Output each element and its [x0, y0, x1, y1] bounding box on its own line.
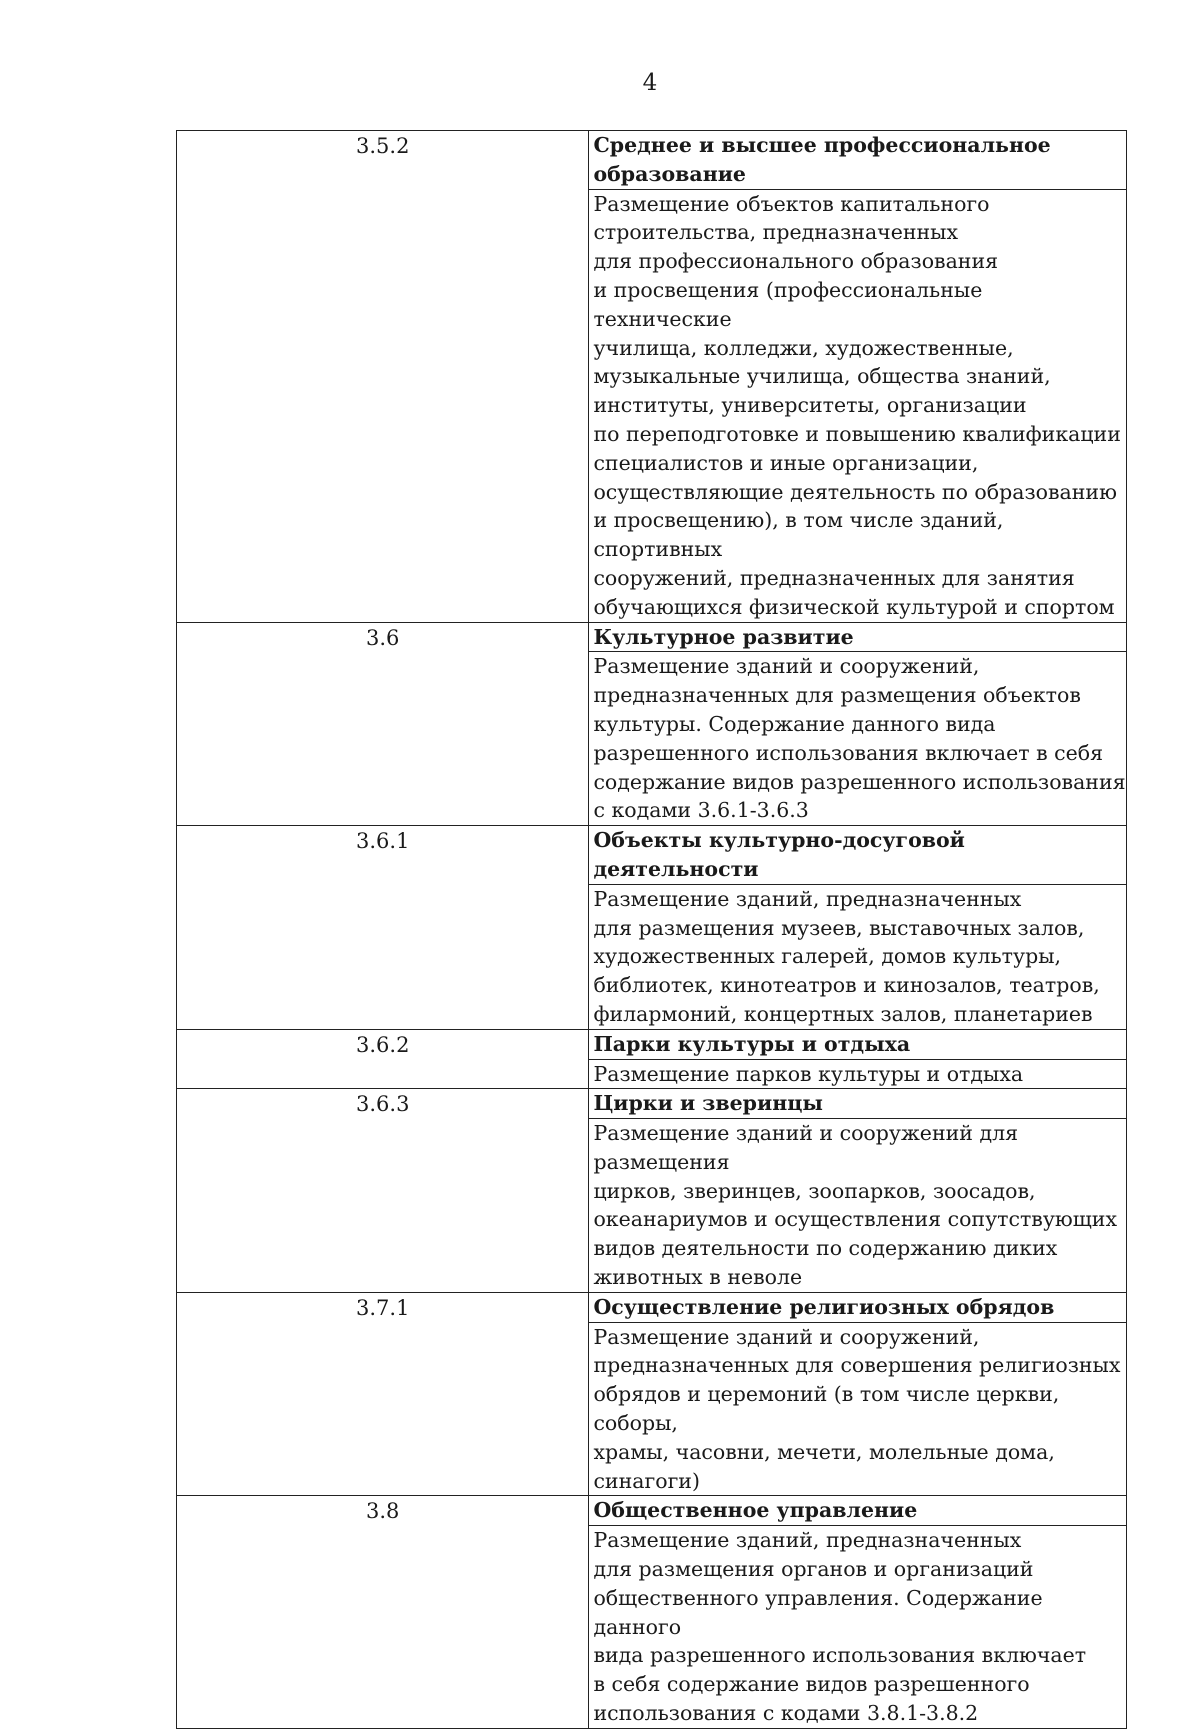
use-code: 3.6.2: [356, 1032, 410, 1057]
description-cell: [589, 1029, 1127, 1089]
use-title: Общественное управление: [589, 1496, 1126, 1526]
use-title: Цирки и зверинцы: [589, 1089, 1126, 1119]
use-code: 3.6.1: [356, 829, 410, 854]
use-code: 3.6.3: [356, 1092, 410, 1117]
description-cell: [589, 622, 1127, 826]
use-title: Культурное развитие: [589, 623, 1126, 653]
table-row: [177, 622, 1127, 826]
code-cell: [177, 1292, 589, 1496]
description-cell: [589, 131, 1127, 623]
use-description: Размещение парков культуры и отдыха: [593, 1061, 1024, 1086]
use-title: Объекты культурно-досуговой деятельности: [589, 826, 1126, 885]
description-cell: [589, 1496, 1127, 1728]
use-code: 3.5.2: [356, 134, 410, 158]
use-description: Размещение зданий, предназначенных для размещения музеев, выставочных залов, художественных галерей, домов культуры, библиотек, кинотеатров и кинозалов, театров, филармоний, концертных залов, планетариев: [593, 886, 1100, 1026]
table-row: [177, 1029, 1127, 1089]
code-cell: [177, 1089, 589, 1293]
page-number: 4: [642, 70, 658, 96]
use-code: 3.6: [366, 625, 400, 650]
table-row: [177, 1292, 1127, 1496]
use-code: 3.8: [366, 1499, 400, 1524]
use-description: Размещение зданий и сооружений, предназначенных для размещения объектов культуры. Содержание данного вида разрешенного использования включает в себя содержание видов разрешенного использования с кодами 3.6.1-3.6.3: [593, 654, 1126, 823]
use-title: Парки культуры и отдыха: [589, 1030, 1126, 1060]
use-description: Размещение зданий, предназначенных для размещения органов и организаций общественного управления. Содержание данного вида разрешенного использования включает в себя содержание видов разрешенного использования с кодами 3.8.1-3.8.2: [593, 1528, 1087, 1726]
use-code: 3.7.1: [356, 1295, 410, 1320]
use-title: Среднее и высшее профессиональное образование: [589, 131, 1126, 190]
land-use-table: [176, 130, 1127, 1729]
code-cell: [177, 131, 589, 623]
code-cell: [177, 1496, 589, 1728]
use-title: Осуществление религиозных обрядов: [589, 1293, 1126, 1323]
code-cell: [177, 826, 589, 1030]
use-description: Размещение объектов капитального строительства, предназначенных для профессионального образования и просвещения (профессиональные технические училища, колледжи, художественные, музыкальные училища, общества знаний, институты, университеты, организации по переподготовке и повышению квалификации специалистов и иные организации, осуществляющие деятельность по образованию и просвещению), в том числе зданий, спортивных сооружений, предназначенных для занятия обучающихся физической культурой и спортом: [593, 191, 1121, 619]
table-row: [177, 1089, 1127, 1293]
table-row: [177, 1496, 1127, 1728]
table-row: [177, 826, 1127, 1030]
description-cell: [589, 1089, 1127, 1293]
description-cell: [589, 1292, 1127, 1496]
description-cell: [589, 826, 1127, 1030]
table-row: [177, 131, 1127, 623]
code-cell: [177, 1029, 589, 1089]
use-description: Размещение зданий и сооружений для размещения цирков, зверинцев, зоопарков, зоосадов, океанариумов и осуществления сопутствующих видов деятельности по содержанию диких животных в неволе: [593, 1121, 1118, 1290]
code-cell: [177, 622, 589, 826]
use-description: Размещение зданий и сооружений, предназначенных для совершения религиозных обрядов и церемоний (в том числе церкви, соборы, храмы, часовни, мечети, молельные дома, синагоги): [593, 1324, 1121, 1493]
